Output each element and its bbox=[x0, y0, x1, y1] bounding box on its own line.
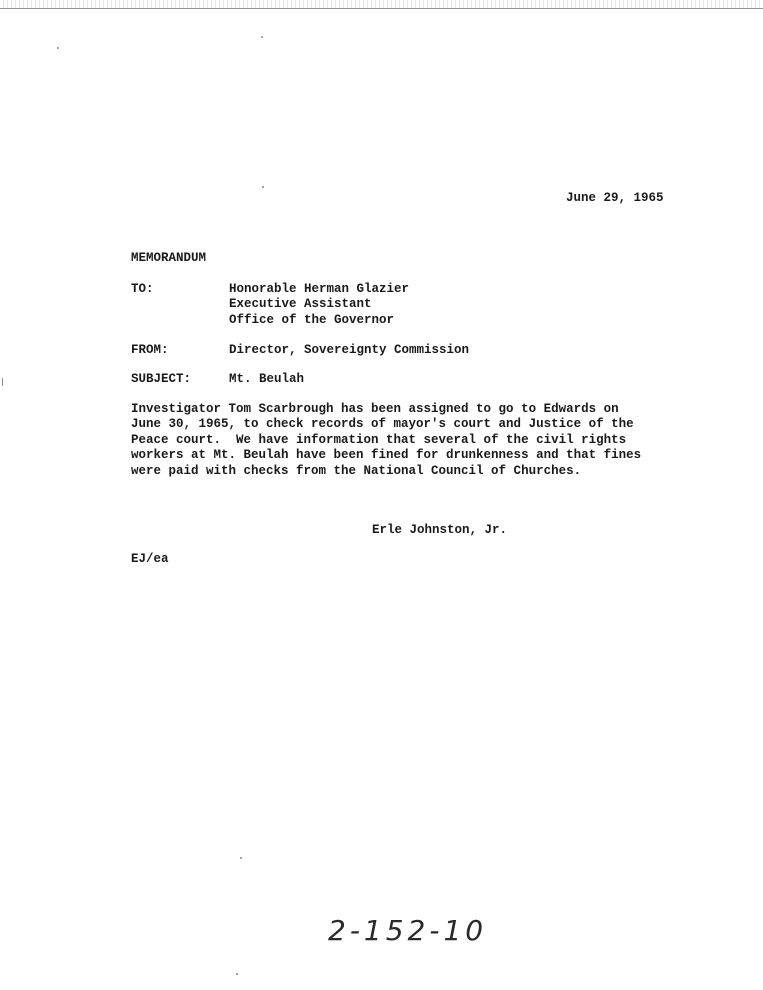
to-name: Honorable Herman Glazier bbox=[229, 282, 410, 296]
memo-date: June 29, 1965 bbox=[566, 191, 664, 205]
to-title: Executive Assistant bbox=[229, 297, 372, 311]
body-line: were paid with checks from the National Council of Churches. bbox=[131, 463, 582, 478]
to-office: Office of the Governor bbox=[229, 313, 395, 327]
signature: Erle Johnston, Jr. bbox=[372, 523, 508, 537]
scan-speck bbox=[262, 186, 264, 188]
body-line: June 30, 1965, to check records of mayor's court and Justice of the bbox=[131, 417, 634, 432]
scan-speck bbox=[261, 36, 263, 38]
memo-heading: MEMORANDUM bbox=[131, 251, 207, 265]
body-line: Peace court. We have information that several of the civil rights bbox=[131, 432, 627, 447]
subject-label: SUBJECT: bbox=[131, 372, 192, 386]
scan-speck bbox=[236, 973, 238, 975]
handwritten-file-number: 2-152-10 bbox=[328, 914, 488, 947]
body-line: Investigator Tom Scarbrough has been assigned to go to Edwards on bbox=[131, 402, 619, 416]
to-label: TO: bbox=[131, 282, 154, 296]
scan-speck bbox=[240, 857, 242, 859]
memo-body bbox=[131, 402, 661, 479]
body-line: workers at Mt. Beulah have been fined for drunkenness and that fines bbox=[131, 448, 642, 463]
scan-speck bbox=[2, 378, 3, 386]
page-top-edge bbox=[0, 0, 763, 9]
subject-value: Mt. Beulah bbox=[229, 372, 305, 386]
from-label: FROM: bbox=[131, 343, 169, 357]
scan-speck bbox=[57, 47, 59, 49]
typist-initials: EJ/ea bbox=[131, 552, 169, 566]
from-value: Director, Sovereignty Commission bbox=[229, 343, 470, 357]
